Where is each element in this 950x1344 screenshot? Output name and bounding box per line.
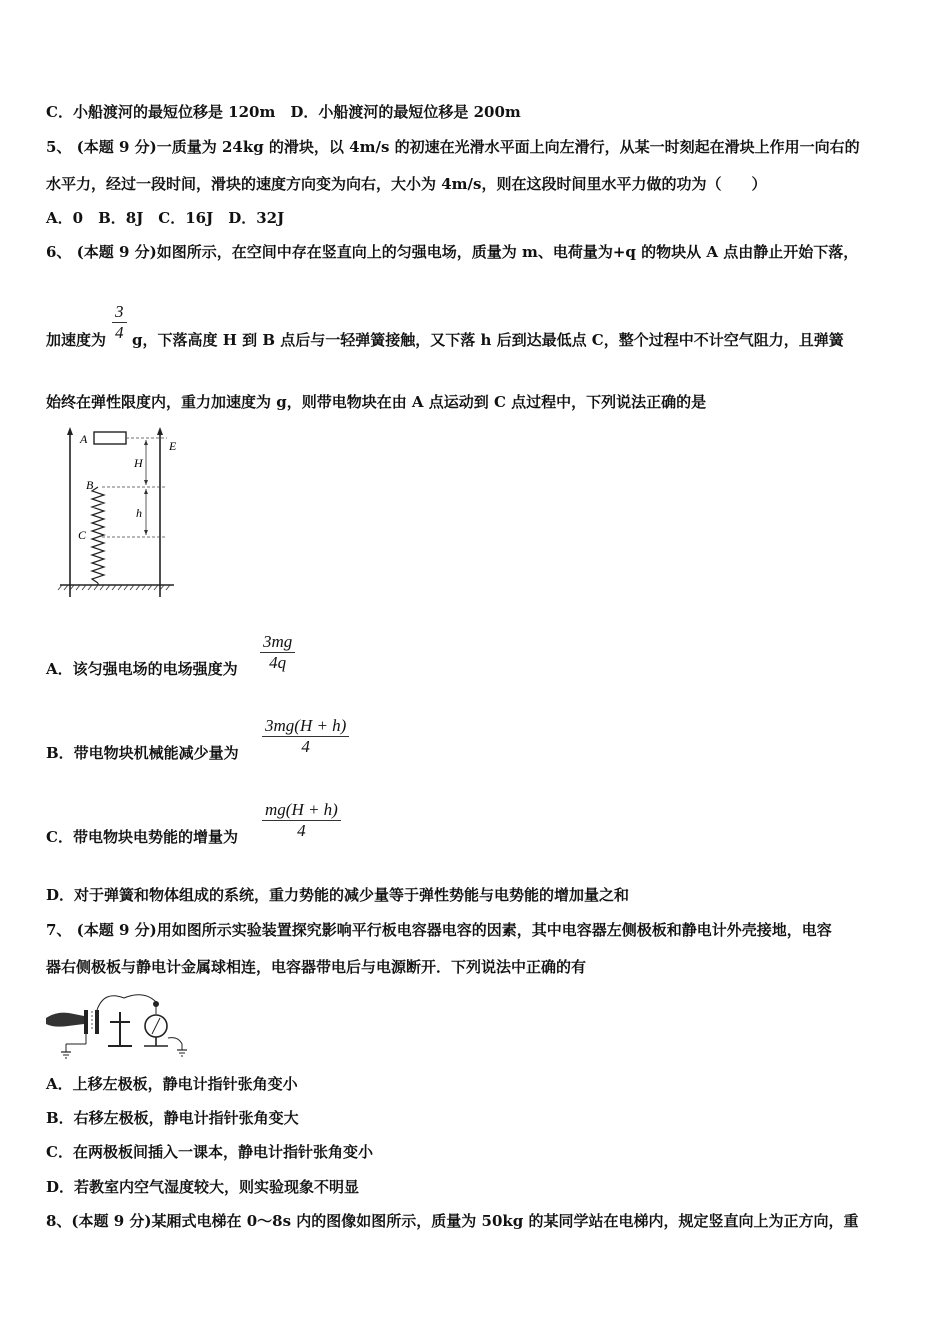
label-B: B [86, 478, 94, 492]
q6-stem-line3: 始终在弹性限度内，重力加速度为 g，则带电物块在由 A 点运动到 C 点过程中，下列说法正确的是 [46, 393, 707, 411]
q5-stem-line2: 水平力，经过一段时间，滑块的速度方向变为向右，大小为 4m/s，则在这段时间里水平力做的功为（ ） [46, 175, 767, 193]
q4-options-cd: C．小船渡河的最短位移是 120m D．小船渡河的最短位移是 200m [46, 103, 521, 121]
label-A: A [80, 432, 88, 446]
q7-option-b: B．右移左极板，静电计指针张角变大 [46, 1109, 299, 1127]
q5-options: A．0 B．8J C．16J D．32J [46, 209, 285, 227]
q6-stem-line2-pre: 加速度为 [46, 331, 107, 349]
optB-fraction: 3mg(H + h) 4 [262, 716, 349, 757]
q8-stem-line1: 8、(本题 9 分)某厢式电梯在 0～8s 内的图像如图所示，质量为 50kg 的某同学站在电梯内，规定竖直向上为正方向，重 [46, 1212, 859, 1230]
q6-stem-line2-post: g，下落高度 H 到 B 点后与一轻弹簧接触，又下落 h 后到达最低点 C，整个过程中不计空气阻力，且弹簧 [132, 331, 844, 349]
label-h: h [136, 506, 142, 520]
q5-stem-line1: 5、 (本题 9 分)一质量为 24kg 的滑块，以 4m/s 的初速在光滑水平面上向左滑行，从某一时刻起在滑块上作用一向右的 [46, 138, 860, 156]
q7-stem-line2: 器右侧极板与静电计金属球相连，电容器带电后与电源断开．下列说法中正确的有 [46, 958, 587, 976]
label-H: H [134, 456, 143, 470]
q7-option-c: C．在两极板间插入一课本，静电计指针张角变小 [46, 1143, 373, 1161]
accel-fraction: 3 4 [112, 302, 127, 343]
q6-option-a: A．该匀强电场的电场强度为 [46, 660, 238, 678]
q7-stem-line1: 7、 (本题 9 分)用如图所示实验装置探究影响平行板电容器电容的因素，其中电容器左侧极板和静电计外壳接地，电容 [46, 921, 832, 939]
q6-option-d: D．对于弹簧和物体组成的系统，重力势能的减少量等于弹性势能与电势能的增加量之和 [46, 886, 630, 904]
spring-field-figure [52, 425, 192, 605]
q7-option-d: D．若教室内空气湿度较大，则实验现象不明显 [46, 1178, 360, 1196]
label-E: E [169, 439, 177, 453]
q6-option-b: B．带电物块机械能减少量为 [46, 744, 239, 762]
capacitor-electrometer-figure [44, 988, 196, 1060]
label-C: C [78, 528, 87, 542]
q6-option-c: C．带电物块电势能的增量为 [46, 828, 238, 846]
optA-fraction: 3mg 4q [260, 632, 295, 673]
q6-stem-line1: 6、 (本题 9 分)如图所示，在空间中存在竖直向上的匀强电场，质量为 m、电荷量为+q 的物块从 A 点由静止开始下落， [46, 243, 859, 261]
optC-fraction: mg(H + h) 4 [262, 800, 341, 841]
q7-option-a: A．上移左极板，静电计指针张角变小 [46, 1075, 298, 1093]
